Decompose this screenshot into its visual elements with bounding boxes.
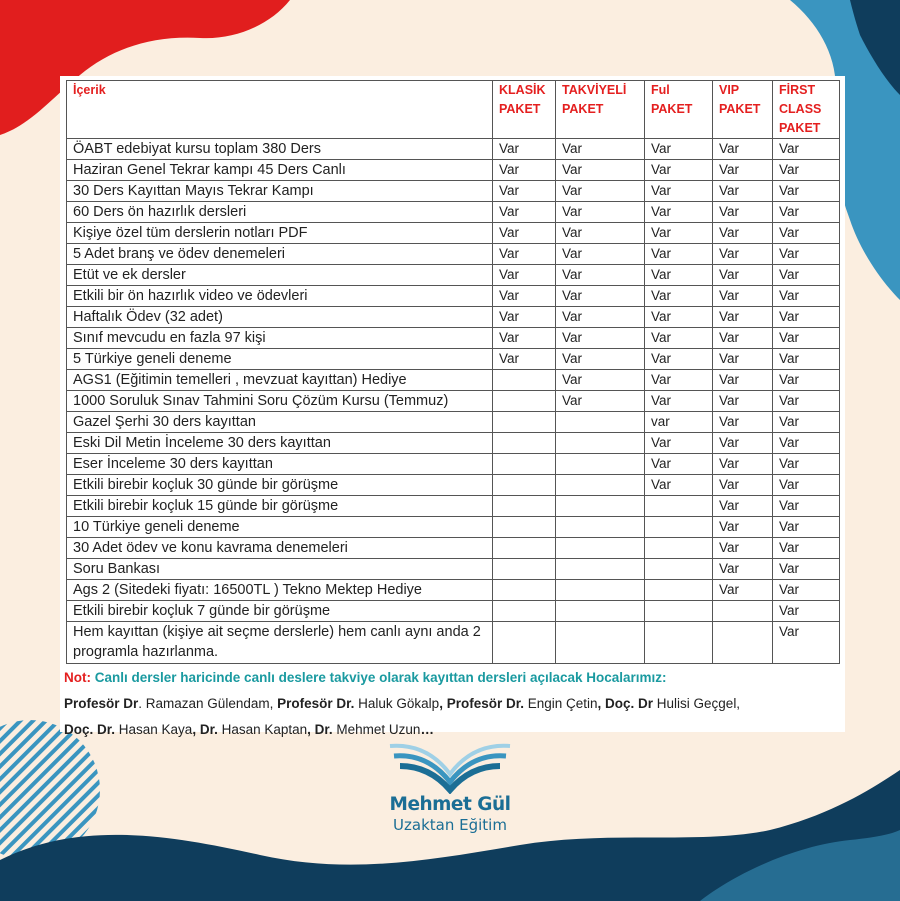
header-package-first-class: FİRST CLASS PAKET <box>773 81 840 139</box>
availability-cell-ful: Var <box>645 265 713 286</box>
availability-cell-vip: Var <box>713 559 773 580</box>
availability-cell-takviyeli <box>556 475 645 496</box>
availability-cell-takviyeli: Var <box>556 139 645 160</box>
feature-cell: Etkili birebir koçluk 30 günde bir görüşme <box>67 475 493 496</box>
availability-cell-takviyeli: Var <box>556 349 645 370</box>
availability-cell-first-class: Var <box>773 265 840 286</box>
availability-cell-klasik <box>493 370 556 391</box>
availability-cell-ful: Var <box>645 244 713 265</box>
note-block <box>64 665 849 743</box>
teacher-name: . Ramazan Gülendam, <box>138 696 278 711</box>
availability-cell-ful: Var <box>645 475 713 496</box>
availability-cell-ful <box>645 496 713 517</box>
table-row <box>67 517 840 538</box>
availability-cell-klasik <box>493 391 556 412</box>
feature-cell: 60 Ders ön hazırlık dersleri <box>67 202 493 223</box>
feature-cell: Eser İnceleme 30 ders kayıttan <box>67 454 493 475</box>
availability-cell-first-class: Var <box>773 223 840 244</box>
table-row <box>67 370 840 391</box>
feature-cell: 1000 Soruluk Sınav Tahmini Soru Çözüm Kursu (Temmuz) <box>67 391 493 412</box>
availability-cell-vip: Var <box>713 412 773 433</box>
feature-cell: 5 Adet branş ve ödev denemeleri <box>67 244 493 265</box>
feature-cell: Kişiye özel tüm derslerin notları PDF <box>67 223 493 244</box>
table-row <box>67 286 840 307</box>
availability-cell-first-class: Var <box>773 475 840 496</box>
feature-cell: Haftalık Ödev (32 adet) <box>67 307 493 328</box>
availability-cell-klasik <box>493 622 556 664</box>
feature-cell: AGS1 (Eğitimin temelleri , mevzuat kayıttan) Hediye <box>67 370 493 391</box>
availability-cell-klasik <box>493 496 556 517</box>
teacher-title: … <box>420 722 434 737</box>
availability-cell-first-class: Var <box>773 517 840 538</box>
availability-cell-ful: var <box>645 412 713 433</box>
header-package-klasik: KLASİK PAKET <box>493 81 556 139</box>
availability-cell-klasik <box>493 580 556 601</box>
availability-cell-klasik: Var <box>493 160 556 181</box>
availability-cell-klasik <box>493 454 556 475</box>
note-label: Not: <box>64 670 91 685</box>
availability-cell-ful: Var <box>645 328 713 349</box>
package-comparison-table <box>66 80 840 664</box>
feature-cell: Soru Bankası <box>67 559 493 580</box>
availability-cell-vip: Var <box>713 202 773 223</box>
availability-cell-takviyeli <box>556 517 645 538</box>
table-row <box>67 601 840 622</box>
availability-cell-vip: Var <box>713 475 773 496</box>
availability-cell-first-class: Var <box>773 307 840 328</box>
teacher-name: Hasan Kaya <box>115 722 193 737</box>
feature-cell: Etüt ve ek dersler <box>67 265 493 286</box>
availability-cell-first-class: Var <box>773 286 840 307</box>
availability-cell-vip: Var <box>713 391 773 412</box>
table-row <box>67 307 840 328</box>
availability-cell-takviyeli: Var <box>556 328 645 349</box>
availability-cell-vip: Var <box>713 517 773 538</box>
availability-cell-takviyeli: Var <box>556 244 645 265</box>
availability-cell-first-class: Var <box>773 601 840 622</box>
availability-cell-ful <box>645 622 713 664</box>
logo-subtitle: Uzaktan Eğitim <box>393 816 507 834</box>
availability-cell-klasik <box>493 538 556 559</box>
note-line <box>64 665 849 691</box>
note-text: Canlı dersler haricinde canlı deslere takviye olarak kayıttan dersleri açılacak Hocalarımız: <box>91 670 667 685</box>
availability-cell-takviyeli: Var <box>556 181 645 202</box>
availability-cell-first-class: Var <box>773 391 840 412</box>
table-row <box>67 328 840 349</box>
availability-cell-first-class: Var <box>773 454 840 475</box>
availability-cell-first-class: Var <box>773 538 840 559</box>
availability-cell-takviyeli: Var <box>556 223 645 244</box>
availability-cell-first-class: Var <box>773 412 840 433</box>
brand-logo <box>380 736 520 846</box>
availability-cell-klasik <box>493 559 556 580</box>
feature-cell: ÖABT edebiyat kursu toplam 380 Ders <box>67 139 493 160</box>
feature-cell: 10 Türkiye geneli deneme <box>67 517 493 538</box>
table-row <box>67 223 840 244</box>
teacher-name: Hasan Kaptan <box>217 722 308 737</box>
table-row <box>67 139 840 160</box>
availability-cell-first-class: Var <box>773 370 840 391</box>
availability-cell-klasik: Var <box>493 286 556 307</box>
teacher-title: , Doç. Dr <box>597 696 654 711</box>
package-table-card <box>60 76 845 737</box>
feature-cell: Ags 2 (Sitedeki fiyatı: 16500TL ) Tekno Mektep Hediye <box>67 580 493 601</box>
feature-cell: 30 Ders Kayıttan Mayıs Tekrar Kampı <box>67 181 493 202</box>
availability-cell-vip: Var <box>713 454 773 475</box>
table-body <box>67 139 840 664</box>
availability-cell-klasik: Var <box>493 223 556 244</box>
table-header-row <box>67 81 840 139</box>
availability-cell-vip: Var <box>713 244 773 265</box>
availability-cell-klasik: Var <box>493 349 556 370</box>
availability-cell-takviyeli <box>556 433 645 454</box>
availability-cell-klasik <box>493 412 556 433</box>
teacher-name: Hulisi Geçgel, <box>653 696 741 711</box>
availability-cell-ful: Var <box>645 181 713 202</box>
teacher-title: , Dr. <box>192 722 218 737</box>
availability-cell-klasik: Var <box>493 328 556 349</box>
availability-cell-klasik <box>493 475 556 496</box>
availability-cell-first-class: Var <box>773 349 840 370</box>
header-package-vip: VIP PAKET <box>713 81 773 139</box>
availability-cell-vip: Var <box>713 580 773 601</box>
availability-cell-vip: Var <box>713 496 773 517</box>
table-row <box>67 454 840 475</box>
teacher-title: , Profesör Dr. <box>439 696 524 711</box>
availability-cell-first-class: Var <box>773 622 840 664</box>
feature-cell: 30 Adet ödev ve konu kavrama denemeleri <box>67 538 493 559</box>
availability-cell-vip: Var <box>713 286 773 307</box>
teacher-title: Doç. Dr. <box>64 722 116 737</box>
availability-cell-klasik: Var <box>493 244 556 265</box>
availability-cell-ful: Var <box>645 139 713 160</box>
availability-cell-klasik <box>493 517 556 538</box>
availability-cell-vip <box>713 601 773 622</box>
availability-cell-ful: Var <box>645 160 713 181</box>
availability-cell-vip: Var <box>713 181 773 202</box>
availability-cell-first-class: Var <box>773 433 840 454</box>
header-package-ful: Ful PAKET <box>645 81 713 139</box>
feature-cell: Etkili bir ön hazırlık video ve ödevleri <box>67 286 493 307</box>
availability-cell-vip: Var <box>713 538 773 559</box>
table-row <box>67 181 840 202</box>
availability-cell-takviyeli: Var <box>556 307 645 328</box>
availability-cell-first-class: Var <box>773 559 840 580</box>
availability-cell-ful: Var <box>645 433 713 454</box>
table-row <box>67 622 840 664</box>
availability-cell-first-class: Var <box>773 139 840 160</box>
availability-cell-vip: Var <box>713 349 773 370</box>
availability-cell-ful: Var <box>645 223 713 244</box>
availability-cell-klasik: Var <box>493 181 556 202</box>
availability-cell-ful <box>645 601 713 622</box>
availability-cell-takviyeli: Var <box>556 202 645 223</box>
availability-cell-klasik <box>493 433 556 454</box>
availability-cell-takviyeli <box>556 538 645 559</box>
feature-cell: Etkili birebir koçluk 15 günde bir görüşme <box>67 496 493 517</box>
feature-cell: Eski Dil Metin İnceleme 30 ders kayıttan <box>67 433 493 454</box>
availability-cell-takviyeli: Var <box>556 160 645 181</box>
table-row <box>67 349 840 370</box>
table-row <box>67 244 840 265</box>
availability-cell-vip: Var <box>713 433 773 454</box>
availability-cell-ful <box>645 538 713 559</box>
availability-cell-takviyeli <box>556 580 645 601</box>
availability-cell-ful: Var <box>645 391 713 412</box>
availability-cell-first-class: Var <box>773 202 840 223</box>
availability-cell-vip: Var <box>713 370 773 391</box>
availability-cell-klasik: Var <box>493 265 556 286</box>
table-row <box>67 160 840 181</box>
availability-cell-ful: Var <box>645 307 713 328</box>
availability-cell-ful <box>645 517 713 538</box>
feature-cell: 5 Türkiye geneli deneme <box>67 349 493 370</box>
open-book-icon <box>380 736 520 794</box>
availability-cell-vip: Var <box>713 307 773 328</box>
availability-cell-ful <box>645 580 713 601</box>
feature-cell: Sınıf mevcudu en fazla 97 kişi <box>67 328 493 349</box>
teacher-title: , Dr. <box>307 722 333 737</box>
availability-cell-klasik <box>493 601 556 622</box>
availability-cell-ful: Var <box>645 286 713 307</box>
availability-cell-vip: Var <box>713 160 773 181</box>
table-row <box>67 580 840 601</box>
table-row <box>67 559 840 580</box>
availability-cell-vip: Var <box>713 223 773 244</box>
availability-cell-takviyeli <box>556 454 645 475</box>
teacher-title: Profesör Dr. <box>277 696 355 711</box>
availability-cell-ful: Var <box>645 202 713 223</box>
availability-cell-klasik: Var <box>493 139 556 160</box>
header-content: İçerik <box>67 81 493 139</box>
availability-cell-takviyeli <box>556 622 645 664</box>
table-row <box>67 412 840 433</box>
feature-cell: Etkili birebir koçluk 7 günde bir görüşme <box>67 601 493 622</box>
availability-cell-takviyeli <box>556 601 645 622</box>
table-row <box>67 391 840 412</box>
table-row <box>67 475 840 496</box>
availability-cell-takviyeli <box>556 559 645 580</box>
teacher-title: Profesör Dr <box>64 696 139 711</box>
availability-cell-takviyeli: Var <box>556 286 645 307</box>
teacher-name: Mehmet Uzun <box>332 722 421 737</box>
availability-cell-takviyeli: Var <box>556 265 645 286</box>
table-row <box>67 265 840 286</box>
availability-cell-first-class: Var <box>773 328 840 349</box>
availability-cell-takviyeli: Var <box>556 391 645 412</box>
availability-cell-first-class: Var <box>773 244 840 265</box>
availability-cell-ful <box>645 559 713 580</box>
availability-cell-vip: Var <box>713 265 773 286</box>
availability-cell-vip <box>713 622 773 664</box>
teacher-name: Haluk Gökalp <box>354 696 440 711</box>
availability-cell-takviyeli <box>556 496 645 517</box>
availability-cell-takviyeli: Var <box>556 370 645 391</box>
teacher-name: Engin Çetin <box>523 696 598 711</box>
availability-cell-klasik: Var <box>493 202 556 223</box>
availability-cell-klasik: Var <box>493 307 556 328</box>
availability-cell-vip: Var <box>713 139 773 160</box>
availability-cell-first-class: Var <box>773 580 840 601</box>
availability-cell-first-class: Var <box>773 160 840 181</box>
availability-cell-takviyeli <box>556 412 645 433</box>
feature-cell: Gazel Şerhi 30 ders kayıttan <box>67 412 493 433</box>
availability-cell-first-class: Var <box>773 181 840 202</box>
feature-cell: Haziran Genel Tekrar kampı 45 Ders Canlı <box>67 160 493 181</box>
availability-cell-ful: Var <box>645 454 713 475</box>
table-row <box>67 202 840 223</box>
availability-cell-ful: Var <box>645 349 713 370</box>
header-package-takviyeli: TAKVİYELİ PAKET <box>556 81 645 139</box>
table-row <box>67 538 840 559</box>
table-row <box>67 433 840 454</box>
availability-cell-first-class: Var <box>773 496 840 517</box>
availability-cell-ful: Var <box>645 370 713 391</box>
availability-cell-vip: Var <box>713 328 773 349</box>
logo-name: Mehmet Gül <box>389 794 511 815</box>
table-row <box>67 496 840 517</box>
feature-cell: Hem kayıttan (kişiye ait seçme derslerle) hem canlı aynı anda 2 programla hazırlanma. <box>67 622 493 664</box>
